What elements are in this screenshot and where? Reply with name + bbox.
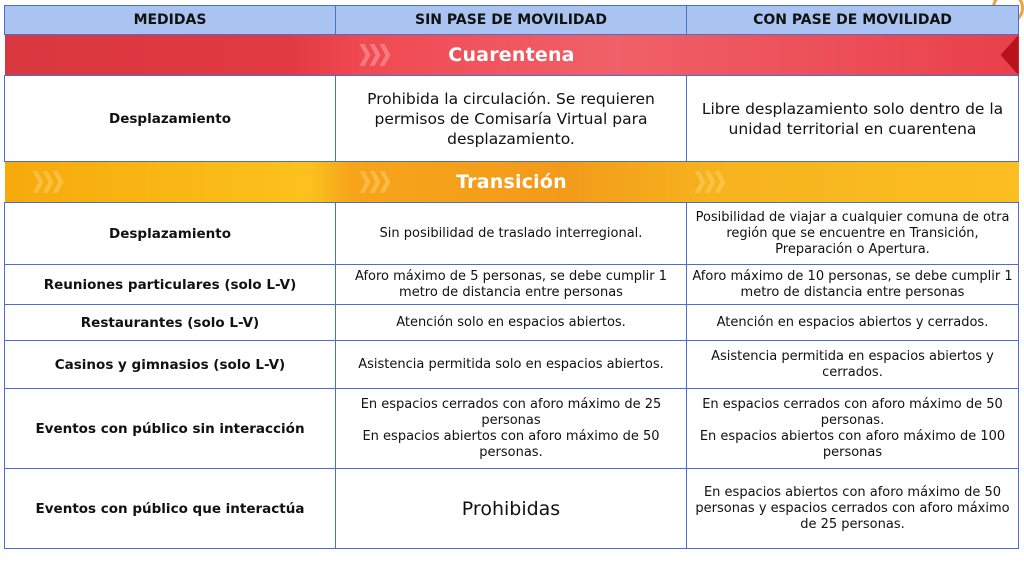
medida-cell: Desplazamiento <box>5 76 336 162</box>
medida-cell: Restaurantes (solo L-V) <box>5 305 336 341</box>
con-pase-cell <box>687 389 1019 469</box>
sin-pase-cell: Asistencia permitida solo en espacios abiertos. <box>336 341 687 389</box>
table-row <box>5 469 1019 549</box>
con-pase-line-1: En espacios cerrados con aforo máximo de 50 personas. <box>702 396 1003 428</box>
transicion-band-row <box>5 162 1019 203</box>
table-row <box>5 203 1019 265</box>
table-row <box>5 341 1019 389</box>
table-row <box>5 389 1019 469</box>
table-header-row <box>5 6 1019 35</box>
con-pase-cell: Aforo máximo de 10 personas, se debe cumplir 1 metro de distancia entre personas <box>687 265 1019 305</box>
sin-pase-cell: Aforo máximo de 5 personas, se debe cumplir 1 metro de distancia entre personas <box>336 265 687 305</box>
medida-cell: Reuniones particulares (solo L-V) <box>5 265 336 305</box>
con-pase-line-2: En espacios abiertos con aforo máximo de 100 personas <box>699 428 1006 460</box>
chevrons-icon <box>695 171 725 193</box>
table-row <box>5 305 1019 341</box>
header-con-pase: CON PASE DE MOVILIDAD <box>687 6 1019 35</box>
table-row <box>5 265 1019 305</box>
sin-pase-cell: Prohibida la circulación. Se requieren permisos de Comisaría Virtual para desplazamiento. <box>336 76 687 162</box>
measures-table <box>4 5 1019 549</box>
table-row <box>5 76 1019 162</box>
header-medidas: MEDIDAS <box>5 6 336 35</box>
transicion-band <box>5 162 1019 203</box>
sin-pase-cell <box>336 389 687 469</box>
transicion-title: Transición <box>456 171 567 193</box>
con-pase-cell: En espacios abiertos con aforo máximo de 50 personas y espacios cerrados con aforo máximo de 25 personas. <box>687 469 1019 549</box>
chevrons-icon <box>360 171 390 193</box>
medida-cell: Eventos con público sin interacción <box>5 389 336 469</box>
medida-cell: Desplazamiento <box>5 203 336 265</box>
medida-cell: Eventos con público que interactúa <box>5 469 336 549</box>
cuarentena-title: Cuarentena <box>448 44 575 66</box>
sin-pase-line-1: En espacios cerrados con aforo máximo de 25 personas <box>360 396 662 428</box>
sin-pase-line-2: En espacios abiertos con aforo máximo de 50 personas. <box>362 428 660 460</box>
chevrons-icon <box>360 44 390 66</box>
band-end-arrow-icon <box>1001 35 1019 75</box>
chevrons-icon <box>33 171 63 193</box>
cuarentena-band-row <box>5 35 1019 76</box>
header-sin-pase: SIN PASE DE MOVILIDAD <box>336 6 687 35</box>
con-pase-cell: Libre desplazamiento solo dentro de la unidad territorial en cuarentena <box>687 76 1019 162</box>
con-pase-cell: Posibilidad de viajar a cualquier comuna de otra región que se encuentre en Transición, Preparación o Apertura. <box>687 203 1019 265</box>
sin-pase-cell: Sin posibilidad de traslado interregional. <box>336 203 687 265</box>
sin-pase-cell: Atención solo en espacios abiertos. <box>336 305 687 341</box>
con-pase-cell: Atención en espacios abiertos y cerrados. <box>687 305 1019 341</box>
medida-cell: Casinos y gimnasios (solo L-V) <box>5 341 336 389</box>
con-pase-cell: Asistencia permitida en espacios abiertos y cerrados. <box>687 341 1019 389</box>
cuarentena-band <box>5 35 1019 76</box>
sin-pase-cell: Prohibidas <box>336 469 687 549</box>
